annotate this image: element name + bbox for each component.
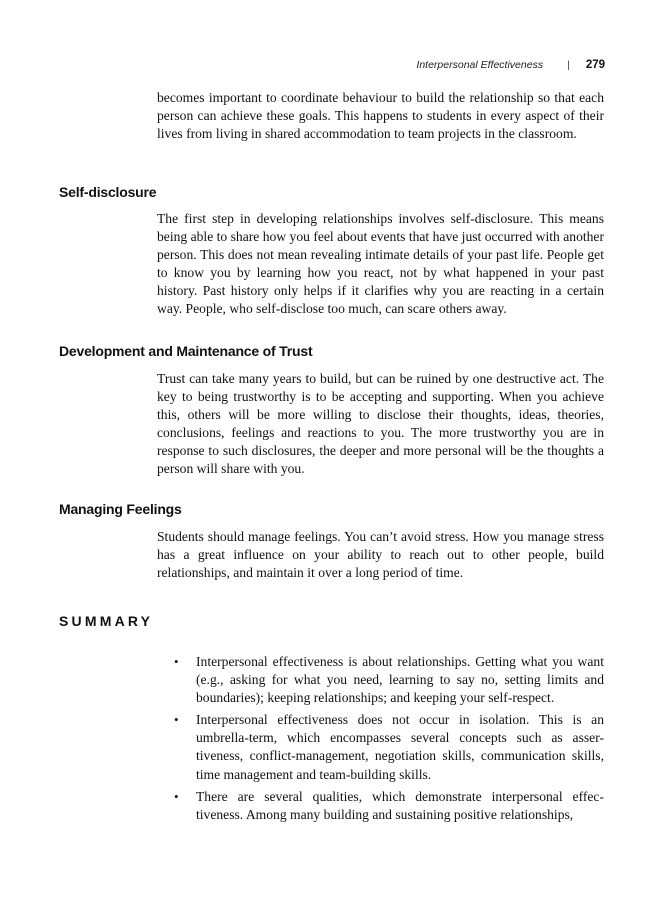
summary-bullet-text: Interpersonal effectiveness is about relationships. Getting what you want (e.g., asking for what you need, learning to say no, setting limits and boundaries); keeping relationships; and keeping your self-respect.: [196, 654, 604, 706]
section-heading-self-disclosure: Self-disclosure: [59, 184, 157, 200]
section-paragraph-managing-feelings: Students should manage feelings. You can’t avoid stress. How you manage stress has a great influence on your ability to reach out to other people, build relationships, and maintain it over a long period of time.: [157, 529, 604, 581]
bullet-icon: •: [174, 788, 179, 804]
bullet-icon: •: [174, 712, 179, 728]
section-heading-managing-feelings: Managing Feelings: [59, 501, 182, 517]
summary-bullet-text: There are several qualities, which demonstrate interpersonal effec-tiveness. Among many building and sustaining positive relationships,: [196, 788, 604, 822]
intro-paragraph: becomes important to coordinate behaviour to build the relationship so that each person can achieve these goals. This happens to students in every aspect of their lives from living in shared accommodation to team projects in the classroom.: [157, 90, 604, 142]
summary-bullet-item: [174, 653, 604, 707]
summary-bullet-item: [174, 711, 604, 783]
page-number: 279: [585, 59, 605, 71]
section-paragraph-self-disclosure: The first step in developing relationships involves self-disclosure. This means being able to share how you feel about events that have just occurred with another person. This does not mean revealing intimate details of your past life. People get to know you by learning how you react, not by what happened in your past history. Past history only helps if it clarifies why you are reacting in a certain way. People, who self-disclose too much, can scare others away.: [157, 211, 604, 317]
summary-bullet-text: Interpersonal effectiveness does not occur in isolation. This is an umbrella-term, which encompasses several concepts such as asser-tiveness, conflict-management, negotiation skills, communication skills, time management and team-building skills.: [196, 712, 604, 782]
bullet-icon: •: [174, 654, 179, 669]
summary-bullet-item: [174, 788, 604, 824]
summary-heading: SUMMARY: [59, 613, 154, 629]
running-head-separator: |: [567, 59, 570, 71]
running-head-title: Interpersonal Effectiveness: [416, 59, 544, 71]
running-head: [416, 59, 605, 71]
section-heading-trust: Development and Maintenance of Trust: [59, 343, 313, 359]
summary-bullet-list: [174, 653, 604, 828]
section-paragraph-trust: Trust can take many years to build, but can be ruined by one destructive act. The key to being trustworthy is to be accepting and supporting. When you achieve this, others will be more willing to disclose their thoughts, ideas, theories, conclusions, feelings and reactions to you. The more trustworthy you are in response to such disclosures, the deeper and more personal will be the thoughts a person will share with you.: [157, 371, 604, 477]
